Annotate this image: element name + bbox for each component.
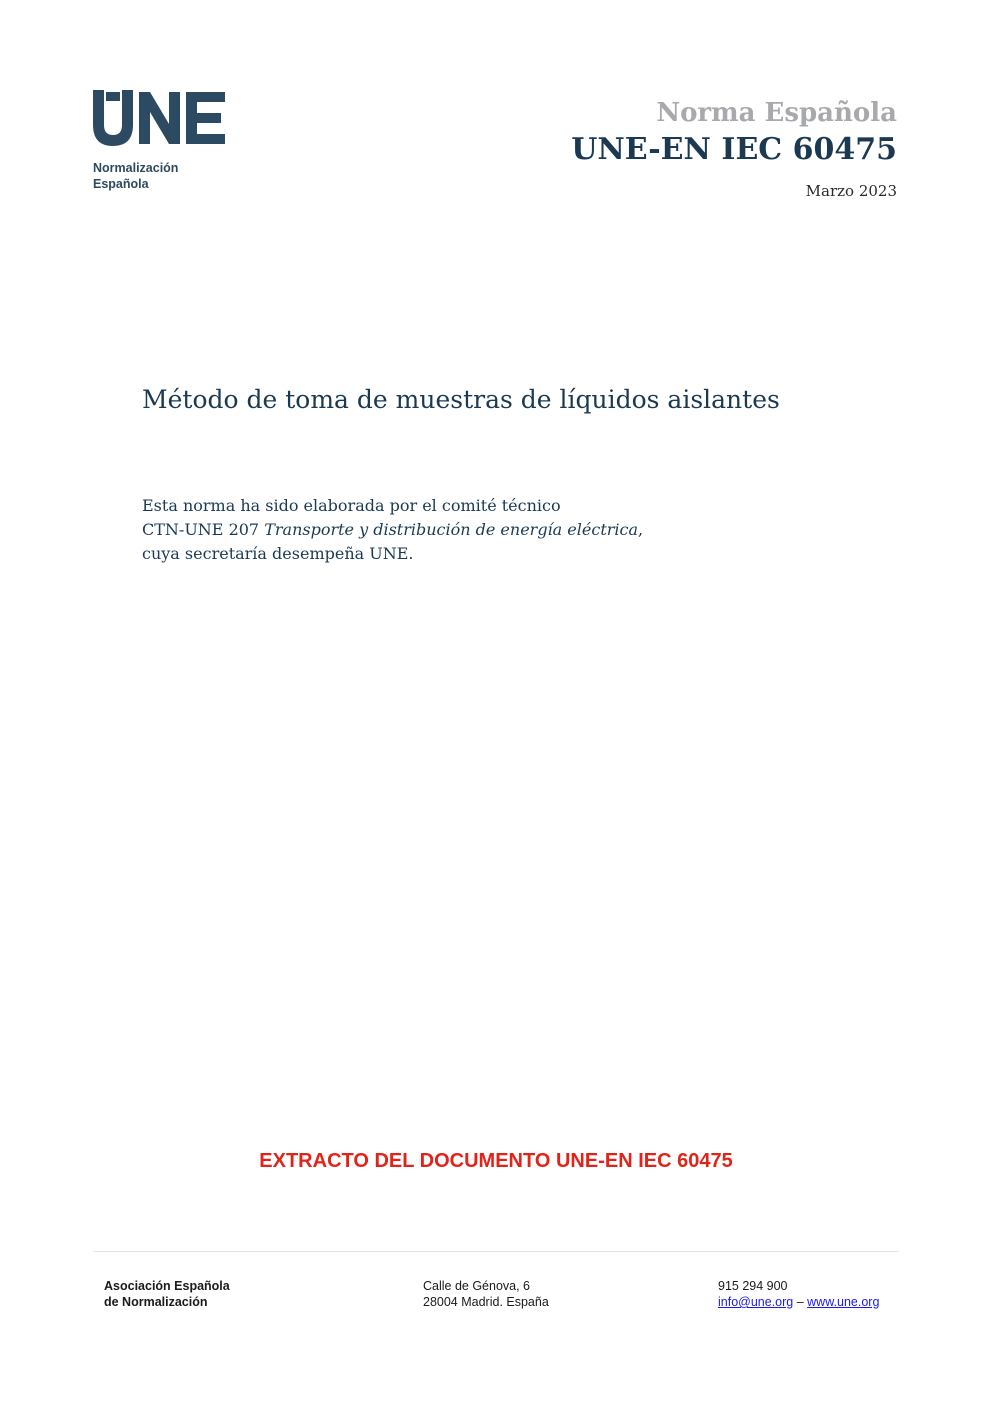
footer-organization bbox=[104, 1278, 230, 1310]
standard-code: UNE-EN IEC 60475 bbox=[571, 132, 897, 167]
committee-line3: cuya secretaría desempeña UNE. bbox=[142, 544, 414, 563]
standard-label: Norma Española bbox=[656, 98, 897, 128]
logo-subtitle-line1: Normalización bbox=[93, 161, 179, 175]
extract-notice: EXTRACTO DEL DOCUMENTO UNE-EN IEC 60475 bbox=[259, 1150, 733, 1172]
standard-date: Marzo 2023 bbox=[805, 182, 897, 200]
footer-address bbox=[423, 1278, 549, 1310]
une-logo-mark bbox=[93, 90, 227, 146]
footer-links bbox=[718, 1294, 879, 1310]
committee-line1: Esta norma ha sido elaborada por el comité técnico bbox=[142, 496, 561, 515]
committee-line2 bbox=[142, 518, 643, 542]
logo-subtitle bbox=[93, 160, 233, 192]
website-link[interactable]: www.une.org bbox=[807, 1295, 880, 1309]
footer-separator: – bbox=[793, 1295, 808, 1309]
committee-statement bbox=[142, 494, 643, 566]
footer-phone: 915 294 900 bbox=[718, 1279, 788, 1293]
une-logo bbox=[93, 90, 233, 192]
standard-header bbox=[571, 96, 897, 200]
logo-subtitle-line2: Española bbox=[93, 177, 149, 191]
footer-address-line1: Calle de Génova, 6 bbox=[423, 1279, 531, 1293]
footer-divider bbox=[93, 1251, 899, 1252]
footer-org-line2: de Normalización bbox=[104, 1295, 208, 1309]
committee-name: Transporte y distribución de energía eléctrica bbox=[264, 520, 639, 539]
document-title: Método de toma de muestras de líquidos aislantes bbox=[142, 385, 780, 414]
committee-code: CTN-UNE 207 bbox=[142, 520, 265, 539]
footer-org-line1: Asociación Española bbox=[104, 1279, 230, 1293]
footer-contact bbox=[718, 1278, 879, 1310]
footer-address-line2: 28004 Madrid. España bbox=[423, 1295, 549, 1309]
email-link[interactable]: info@une.org bbox=[718, 1295, 794, 1309]
committee-comma: , bbox=[638, 520, 644, 539]
